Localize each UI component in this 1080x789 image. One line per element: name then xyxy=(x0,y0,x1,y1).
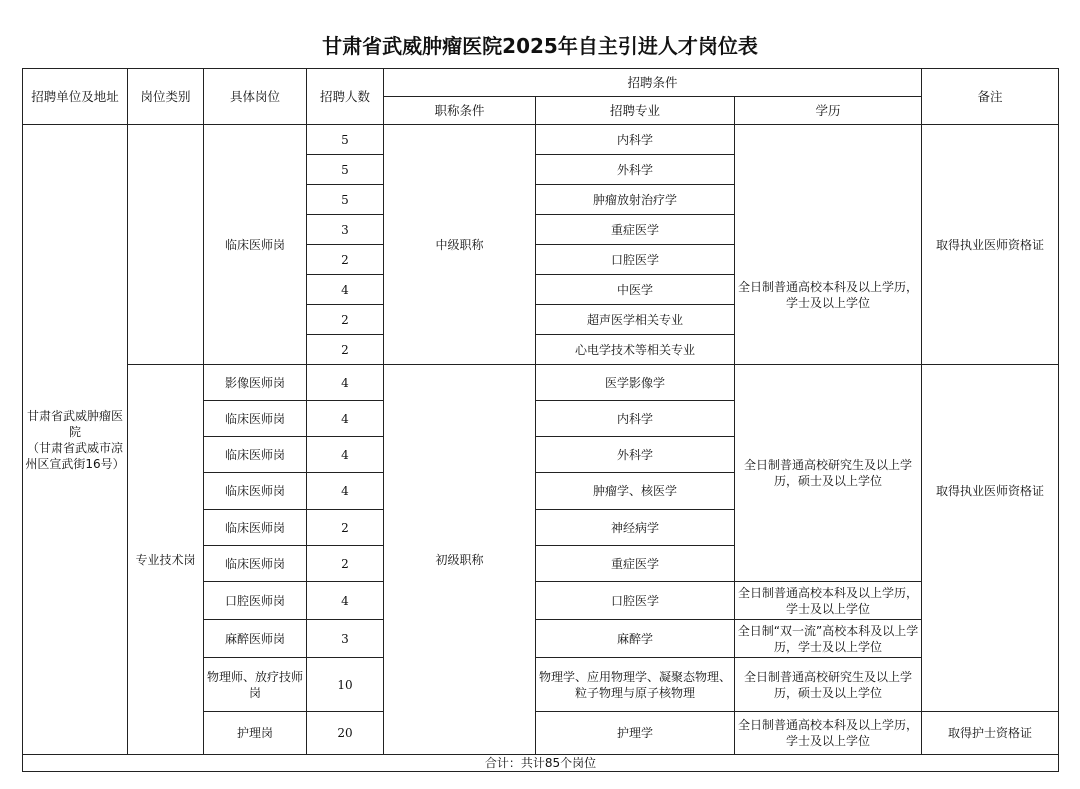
post-cell: 临床医师岗 xyxy=(204,437,307,473)
education-cell: 全日制普通高校本科及以上学历，学士及以上学位 xyxy=(735,125,922,365)
remark-cell: 取得护士资格证 xyxy=(922,712,1059,755)
major-cell: 重症医学 xyxy=(536,546,735,582)
major-cell: 麻醉学 xyxy=(536,620,735,658)
education-cell: 全日制普通高校本科及以上学历，学士及以上学位 xyxy=(735,712,922,755)
count-cell: 2 xyxy=(307,546,384,582)
header-conditions: 招聘条件 xyxy=(384,69,922,97)
education-cell: 全日制普通高校研究生及以上学历，硕士及以上学位 xyxy=(735,658,922,712)
major-cell: 重症医学 xyxy=(536,215,735,245)
count-cell: 4 xyxy=(307,401,384,437)
header-major: 招聘专业 xyxy=(536,97,735,125)
header-title-req: 职称条件 xyxy=(384,97,536,125)
count-cell: 4 xyxy=(307,473,384,510)
page-title: 甘肃省武威肿瘤医院2025年自主引进人才岗位表 xyxy=(322,34,758,58)
major-cell: 口腔医学 xyxy=(536,245,735,275)
header-unit: 招聘单位及地址 xyxy=(23,69,128,125)
count-cell: 4 xyxy=(307,275,384,305)
post-cell: 口腔医师岗 xyxy=(204,582,307,620)
post-cell: 临床医师岗 xyxy=(204,125,307,365)
unit-name: 甘肃省武威肿瘤医院 xyxy=(26,408,123,439)
major-cell: 中医学 xyxy=(536,275,735,305)
count-cell: 4 xyxy=(307,365,384,401)
title-req-cell: 初级职称 xyxy=(384,365,536,755)
remark-cell: 取得执业医师资格证 xyxy=(922,365,1059,712)
major-cell: 外科学 xyxy=(536,437,735,473)
header-education: 学历 xyxy=(735,97,922,125)
education-cell: 全日制普通高校研究生及以上学历，硕士及以上学位 xyxy=(735,365,922,582)
major-cell: 医学影像学 xyxy=(536,365,735,401)
unit-cell xyxy=(23,125,128,755)
header-post: 具体岗位 xyxy=(204,69,307,125)
major-cell: 超声医学相关专业 xyxy=(536,305,735,335)
count-cell: 2 xyxy=(307,335,384,365)
post-cell: 临床医师岗 xyxy=(204,401,307,437)
major-cell: 神经病学 xyxy=(536,510,735,546)
major-cell: 外科学 xyxy=(536,155,735,185)
recruitment-table xyxy=(22,68,1059,772)
count-cell: 3 xyxy=(307,620,384,658)
major-cell: 物理学、应用物理学、凝聚态物理、粒子物理与原子核物理 xyxy=(536,658,735,712)
major-cell: 护理学 xyxy=(536,712,735,755)
header-category: 岗位类别 xyxy=(128,69,204,125)
post-cell: 护理岗 xyxy=(204,712,307,755)
post-cell: 麻醉医师岗 xyxy=(204,620,307,658)
count-cell: 2 xyxy=(307,510,384,546)
count-cell: 20 xyxy=(307,712,384,755)
major-cell: 内科学 xyxy=(536,125,735,155)
header-count: 招聘人数 xyxy=(307,69,384,125)
post-cell: 临床医师岗 xyxy=(204,473,307,510)
major-cell: 肿瘤放射治疗学 xyxy=(536,185,735,215)
count-cell: 4 xyxy=(307,582,384,620)
major-cell: 肿瘤学、核医学 xyxy=(536,473,735,510)
count-cell: 10 xyxy=(307,658,384,712)
count-cell: 2 xyxy=(307,245,384,275)
major-cell: 口腔医学 xyxy=(536,582,735,620)
count-cell: 5 xyxy=(307,125,384,155)
post-cell: 临床医师岗 xyxy=(204,510,307,546)
post-cell: 临床医师岗 xyxy=(204,546,307,582)
post-cell: 物理师、放疗技师岗 xyxy=(204,658,307,712)
category-cell: 专业技术岗 xyxy=(128,365,204,755)
count-cell: 5 xyxy=(307,155,384,185)
count-cell: 3 xyxy=(307,215,384,245)
education-cell: 全日制“双一流”高校本科及以上学历，学士及以上学位 xyxy=(735,620,922,658)
count-cell: 5 xyxy=(307,185,384,215)
total-row: 合计：共计85个岗位 xyxy=(23,755,1059,772)
unit-address: （甘肃省武威市凉州区宣武街16号） xyxy=(25,440,125,471)
title-req-cell: 中级职称 xyxy=(384,125,536,365)
category-cell-empty xyxy=(128,125,204,365)
header-remarks: 备注 xyxy=(922,69,1059,125)
count-cell: 2 xyxy=(307,305,384,335)
major-cell: 心电学技术等相关专业 xyxy=(536,335,735,365)
education-cell: 全日制普通高校本科及以上学历，学士及以上学位 xyxy=(735,582,922,620)
post-cell: 影像医师岗 xyxy=(204,365,307,401)
remark-cell: 取得执业医师资格证 xyxy=(922,125,1059,365)
count-cell: 4 xyxy=(307,437,384,473)
major-cell: 内科学 xyxy=(536,401,735,437)
